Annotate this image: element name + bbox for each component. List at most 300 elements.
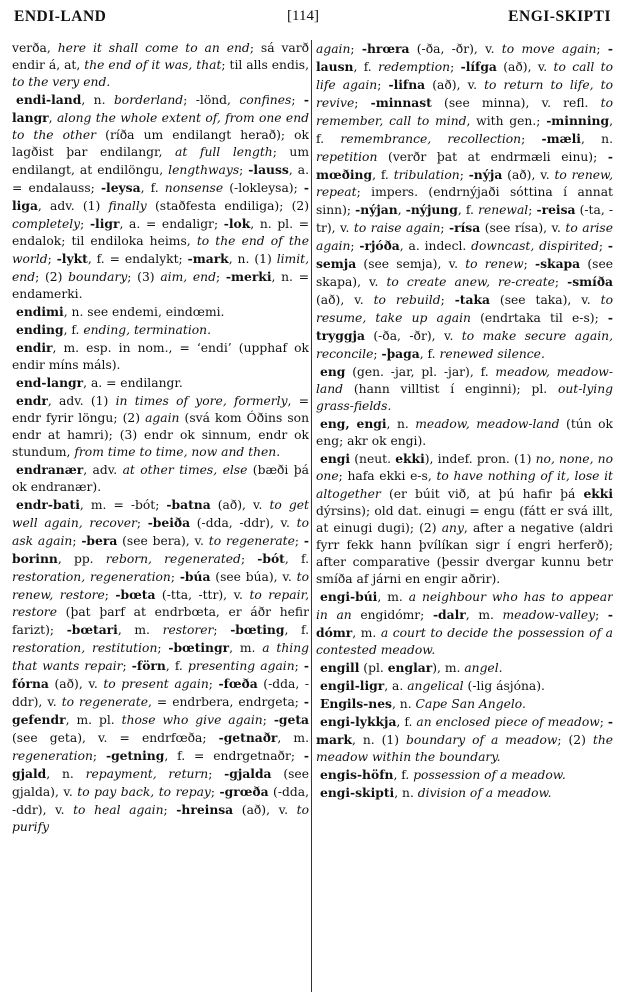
headword: -taka [454,292,490,307]
left-running-head: ENDI-LAND [14,8,107,25]
entry-text: (er búit við, at þú hafir þá [380,487,584,501]
headword: -grœða [219,784,269,799]
gloss: ending, termination. [83,323,211,337]
headword: -mark [316,714,613,747]
entry-text: ; [213,623,231,637]
gloss: confines [239,93,292,107]
dictionary-entry [316,363,613,415]
dictionary-entry [12,374,309,392]
entry-text: ; [440,221,450,235]
dictionary-entry [316,713,613,766]
entry-text: ; [157,641,169,655]
dictionary-entry [316,659,613,677]
entry-text: , a. [384,679,408,693]
headword: -borinn [12,533,309,566]
headword: -bót [257,551,285,566]
entry-text: (svá kom Óðins son endr at hamri); (3) endr ok sinnum, endr ok stundum, [12,411,309,459]
entry-text: (staðfesta endiliga); (2) [146,199,309,213]
entry-text: (-ða, -ðr), v. [409,42,502,56]
entry-text: , adv. (1) [37,199,109,213]
gloss: to heal again [73,803,164,817]
entry-text: (-dda, -ddr), v. [12,785,309,817]
entry-text: ; sá varð endir á, at, [12,41,309,72]
headword: ekki [583,486,613,501]
headword: endr-bati [16,497,80,512]
gloss: boundary [68,270,128,284]
headword: end-langr [16,375,84,390]
entry-text: , with gen.; [466,114,547,128]
entry-text: ; [450,60,461,74]
entry-text: , adv. (1) [47,394,116,408]
gloss: downcast, dispirited [471,239,599,253]
entry-text: ; [523,257,536,271]
entry-text: , f. [284,623,309,637]
entry-text: ), indef. pron. (1) [424,452,536,466]
entry-text: ; [163,803,177,817]
entry-text: , m. [117,623,163,637]
headword: -nýjan [355,202,398,217]
headword: -rjóða [359,238,400,253]
entry-text: ; [294,534,304,548]
entry-text: , f. = endrgetnaðr; [164,749,304,763]
dictionary-entry [316,450,613,588]
dictionary-entry [12,91,309,303]
entry-text: (hann villtist í enginni); pl. [343,382,558,396]
gloss: nonsense [164,181,224,195]
gloss: reborn, regenerated [105,552,241,566]
headword: -bœting [230,622,285,637]
entry-text: , n. pl. = endalok; til endiloka heims, [12,217,309,248]
headword: -fórna [12,658,309,691]
entry-text: , n. [46,767,86,781]
headword: -lífga [460,59,497,74]
entry-text: (neut. [350,452,396,466]
entry-text: , pp. [57,552,106,566]
headword: eng [320,364,346,379]
dictionary-entry [12,321,309,339]
entry-text: (see rísa), v. [480,221,566,235]
gloss: to resume, take up again [316,293,613,325]
gloss: meadow-valley [502,608,596,622]
entry-text: , f. [140,181,165,195]
entry-text: dýrsins); old dat. einugi = engu (fátt er svá illt, at einugi dugi); (2) [316,504,613,535]
gloss: to pay back, to repay [77,785,211,799]
headword: -lauss [248,162,289,177]
headword: -bœtingr [168,640,230,655]
entry-text: ; [294,659,304,673]
entry-text: ; [598,239,608,253]
gloss: aim, end [160,270,216,284]
headword: -batna [166,497,211,512]
gloss: presenting again [187,659,295,673]
entry-text: (-tta, -ttr), v. [155,588,250,602]
entry-text: , f. [457,203,479,217]
headword: ekki [395,451,425,466]
entry-text: (-dda, -ddr), v. [12,677,309,709]
gloss: the end of it was, that [84,58,222,72]
entry-text: , [397,203,406,217]
gloss: meadow, meadow-land [316,365,613,396]
headword: -nýjung [405,202,458,217]
entry-text: (see geta), v. = endrfœða; [12,731,219,745]
entry-text: , f. [396,715,417,729]
headword: engi-lykkja [320,714,397,729]
headword: -skapa [535,256,581,271]
headword: englar [387,660,433,675]
headword: -lifna [388,77,426,92]
entry-text: (see semja), v. [356,257,466,271]
entry-text: (endrtaka til e-s); [470,311,608,325]
gloss: renewed silence. [439,347,545,361]
headword: engi [320,451,351,466]
dictionary-entry [12,461,309,496]
entry-text: ; [80,217,90,231]
headword: -gefendr [12,694,309,727]
gloss: repayment, return [85,767,209,781]
entry-text: , a. = endilangr. [83,376,183,390]
gloss: renewal [478,203,529,217]
entry-text: ; (3) [127,270,161,284]
gloss: a court to decide the possession of a contested meadow. [316,626,613,657]
entry-text: ; [104,588,116,602]
entry-text: ; -lönd, [183,93,240,107]
entry-text: (að), v. [316,293,374,307]
headword: ending [16,322,64,337]
entry-text: (tún ok eng; akr ok engi). [316,417,613,448]
entry-text: ; [239,163,249,177]
entry-text: ; [440,293,455,307]
headword: -gjald [12,748,309,781]
headword: engill [320,660,360,675]
headword: -bera [81,533,118,548]
entry-text: (pl. [359,661,388,675]
entry-text: ; [291,93,304,107]
entry-text: , adv. [83,463,123,477]
entry-text: , n. see endemi, eindœmi. [63,305,225,319]
entry-text: ; [377,78,389,92]
gloss: the meadow within the boundary. [316,733,613,764]
entry-text: (bæði þá ok endranær). [12,463,309,494]
entry-text: (að), v. [425,78,485,92]
headword: -bœta [115,587,156,602]
headword: -beiða [147,515,191,530]
headword: -hrœra [361,41,410,56]
headword: -langr [12,92,309,125]
entry-text: (að), v. [496,60,554,74]
headword: -nýja [468,167,503,182]
gloss: angel. [464,661,503,675]
entry-continuation [12,40,309,91]
headword: -mæli [541,131,581,146]
headword: -geta [273,712,309,727]
gloss: to purify [12,803,309,834]
gloss: lengthways [168,163,240,177]
entry-text: , f. [372,168,394,182]
headword: endimi [16,304,64,319]
dictionary-entry [12,339,309,374]
headword: -fœða [218,676,258,691]
headword: -mœðing [316,149,613,182]
dictionary-entry [12,496,309,836]
headword: -minning [546,113,610,128]
gloss: along the whole extent of, from one end to the other [12,111,309,142]
gloss: borderland [113,93,184,107]
headword: -smíða [567,274,613,289]
entry-text: , m. [465,608,503,622]
entry-text: , m. [229,641,263,655]
entry-text: ; [72,534,82,548]
entry-text: ; [262,713,274,727]
headword: -leysa [100,180,141,195]
entry-text: ; [92,749,106,763]
entry-text: (ríða um endilangt herað); ok lagðist þar endilangr, [12,128,309,159]
gloss: limit, end [12,252,309,284]
entry-text: (-dda, -ddr), v. [190,516,297,530]
gloss: boundary of a meadow [406,733,558,747]
entry-text: ; um endilangt, at endilöngu, [12,145,309,177]
headword: -bœtari [66,622,118,637]
entry-text: (verðr þat at endrmæli einu); [377,150,608,164]
entry-text: ; [350,239,360,253]
gloss: to move again [501,42,597,56]
entry-text: , n. = endamerki. [12,270,309,301]
headword: endi-land [16,92,82,107]
gloss: angelical [407,679,464,693]
gloss: to renew, repeat [316,168,613,199]
entry-text: ; [459,168,469,182]
gloss: no, none, no one [316,452,613,483]
headword: -lok [223,216,251,231]
entry-text: , a. = endalauss; [12,163,309,195]
gloss: to make secure again, reconcile [316,329,613,361]
headword: -dómr [316,607,613,640]
gloss: again [316,42,351,56]
headword: -tryggja [316,310,613,343]
entry-text: (-ta, -tr), v. [316,203,613,235]
entry-text: , n. (1) [228,252,277,266]
gloss: to rebuild [373,293,441,307]
right-column [316,40,613,995]
entry-text: ; [554,275,568,289]
entry-text: , [48,111,57,125]
gloss: out-lying grass-fields. [316,382,613,413]
dictionary-entry [12,392,309,461]
entry-text: , f. [353,60,379,74]
gloss: redemption [378,60,451,74]
headword: endir [16,340,53,355]
entry-text: , m. [352,626,381,640]
dictionary-entry [12,303,309,321]
gloss: to regenerate [208,534,295,548]
gloss: to call to life again [316,60,613,92]
entry-text: (-lokleysa); [223,181,304,195]
dictionary-entry [316,677,613,695]
page-number: [114] [287,8,319,24]
headword: -gjalda [224,766,272,781]
headword: -lausn [316,41,613,74]
entry-text: ), m. [432,661,465,675]
column-divider [311,40,312,992]
gloss: at full length [175,145,273,159]
headword: -rísa [449,220,481,235]
gloss: to create anew, re-create [386,275,555,289]
dictionary-entry [316,415,613,450]
headword: -semja [316,238,613,271]
gloss: completely [12,217,81,231]
gloss: those who give again [121,713,263,727]
entry-text: (að), v. [502,168,555,182]
dictionary-entry [316,766,613,784]
entry-text: , m. pl. [65,713,122,727]
headword: engil-ligr [320,678,385,693]
entry-text: ; [595,608,608,622]
gloss: possession of a meadow. [413,768,566,782]
headword: -þaga [381,346,420,361]
entry-text: , n. [394,786,418,800]
entry-text: , f. [165,659,188,673]
entry-text: , n. [386,417,416,431]
dictionary-entry [316,695,613,713]
entry-text: (see skapa), v. [316,257,613,289]
entry-text: , f. [63,323,84,337]
headword: -mark [187,251,229,266]
gloss: repetition [316,150,378,164]
entry-text: , f. = endalykt; [87,252,188,266]
gloss: tribulation [393,168,460,182]
headword: engi-skipti [320,785,395,800]
entry-text: ; [215,270,226,284]
headword: -minnast [370,95,432,110]
entry-text: ; (2) [557,733,593,747]
entry-text: (-lig ásjóna). [463,679,545,693]
entry-text: ; [47,252,57,266]
gloss: to renew [465,257,524,271]
gloss: restorer [162,623,214,637]
page-header [12,8,613,30]
headword: -liga [12,180,309,213]
gloss: to present again [103,677,209,691]
dictionary-entry [316,784,613,802]
entry-text: ; [528,203,537,217]
gloss: an enclosed piece of meadow [416,715,600,729]
entry-text: (see taka), v. [489,293,601,307]
entry-text: , f. [393,768,414,782]
gloss: to get well again, recover [12,498,309,530]
headword: -dalr [432,607,466,622]
headword: Engils-nes [320,696,392,711]
gloss: in times of yore, formerly [115,394,288,408]
entry-text: (see gjalda), v. [12,767,309,799]
entry-text: ; [599,715,608,729]
gloss: remembrance, recollection [340,132,522,146]
headword: engis-höfn [320,767,394,782]
headword: -lykt [56,251,88,266]
entry-text: , f. [316,114,613,146]
entry-text: (-ða, -ðr), v. [364,329,462,343]
entry-text: engidómr; [351,608,433,622]
gloss: to repair, restore [12,588,309,619]
headword: -hreinsa [176,802,234,817]
headword: -ligr [89,216,120,231]
entry-text: , f. [284,552,309,566]
gloss: a thing that wants repair [12,641,309,673]
entry-text: , a. = endaligr; [119,217,224,231]
entry-text: ; (2) [35,270,69,284]
entry-text: ; [521,132,542,146]
gloss: any [441,521,464,535]
entry-text: (see minna), v. refl. [431,96,601,110]
gloss: Cape San Angelo. [415,697,526,711]
entry-text: , n. [580,132,613,146]
entry-text: (gen. -jar, pl. -jar), f. [345,365,496,379]
entry-text: ; [373,347,382,361]
entry-text: (að), v. [48,677,104,691]
gloss: to return to life, to revive [316,78,613,110]
gloss: to ask again [12,516,309,548]
headword: -getnaðr [218,730,278,745]
entry-text: (see búa), v. [210,570,297,584]
entry-text: ; [350,42,362,56]
entry-text: verða, [12,41,58,55]
entry-text: (að), v. [233,803,297,817]
entry-text: ; [210,785,220,799]
gloss: meadow, meadow-land [415,417,560,431]
gloss: regeneration [12,749,93,763]
headword: -getning [105,748,165,763]
entry-text: , f. [419,347,440,361]
gloss: to renew, restore [12,570,309,602]
entry-text: ; til alls endis, [221,58,309,72]
entry-continuation [316,40,613,363]
gloss: restoration, regeneration [12,570,171,584]
entry-text: , m. esp. in nom., = ‘endi’ (upphaf ok endir míns máls). [12,341,309,372]
dictionary-entry [316,588,613,659]
gloss: to remember, call to mind [316,96,613,128]
entry-text: ; [208,677,219,691]
entry-text: , m. = -bót; [79,498,167,512]
gloss: to the end of the world [12,234,309,266]
entry-text: , n. [391,697,416,711]
entry-text: , m. [377,590,409,604]
entry-text: ; [170,570,180,584]
entry-text: ; impers. (endrnýjaði sóttina í annat sinn); [316,185,613,217]
gloss: to have nothing of it, lose it altogether [316,469,613,501]
entry-text: ; [208,767,225,781]
entry-text: , a. indecl. [399,239,472,253]
gloss: a neighbour who has to appear in an [316,590,613,622]
headword: -reisa [536,202,576,217]
entry-text: , m. [277,731,309,745]
headword: endranær [16,462,84,477]
entry-text: (að), v. [210,498,270,512]
entry-text: ; hafa ekki e-s, [338,469,437,483]
gloss: again [145,411,180,425]
left-column [12,40,309,995]
gloss: here it shall come to an end [57,41,250,55]
entry-text: ; [354,96,371,110]
entry-text: ; [240,552,258,566]
entry-text: , n. [81,93,114,107]
gloss: to the very end. [12,75,111,89]
headword: -förn [131,658,166,673]
entry-text: (þat þarf at endrbœta, er áðr hefir farizt); [12,605,309,637]
entry-text: ; [136,516,148,530]
gloss: to regenerate [61,695,148,709]
headword: eng, engi [320,416,387,431]
entry-text: (see bera), v. [117,534,209,548]
gloss: restoration, restitution [12,641,158,655]
headword: engi-búi [320,589,378,604]
